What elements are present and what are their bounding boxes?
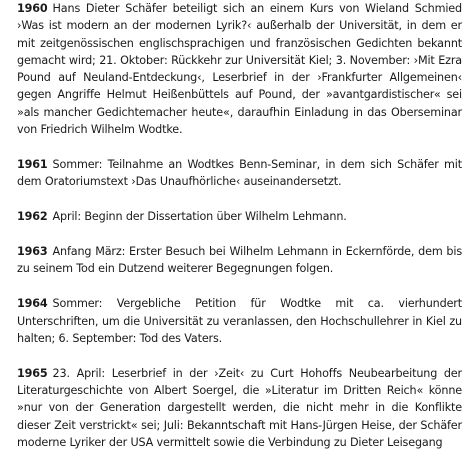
year-label: 1962	[17, 210, 48, 224]
chronology-entry-1962	[17, 208, 462, 225]
chronology-entry-1960	[17, 0, 462, 138]
chronology-page	[17, 0, 462, 469]
year-label: 1960	[17, 2, 48, 15]
entry-text: Sommer: Vergebliche Petition für Wodtke mit ca. vierhundert Unterschriften, um die Universität zu veranlassen, den Hochschullehrer in Kiel zu halten; 6. September: Tod des Vaters.	[17, 297, 462, 345]
chronology-entry-1964	[17, 295, 462, 347]
chronology-entry-1965	[17, 365, 462, 451]
entry-text: 23. April: Leserbrief in der ›Zeit‹ zu Curt Hohoffs Neubearbeitung der Literaturgeschichte von Albert Soergel, die »Literatur im Dritten Reich« könne »nur von der Generation dargestellt werden, die nicht mehr in die Konflikte dieser Zeit verstrickt« sei; Juli: Bekanntschaft mit Hans-Jürgen Heise, der Schäfer moderne Lyriker der USA vermittelt sowie die Verbindung zu Dieter Leisegang	[17, 366, 462, 449]
entry-text: Sommer: Teilnahme an Wodtkes Benn-Seminar, in dem sich Schäfer mit dem Oratoriumstext ›Das Unaufhörliche‹ auseinandersetzt.	[17, 157, 462, 189]
year-label: 1965	[17, 366, 48, 380]
chronology-entry-1961	[17, 156, 462, 191]
entry-text: Hans Dieter Schäfer beteiligt sich an einem Kurs von Wieland Schmied ›Was ist modern an der modernen Lyrik?‹ außerhalb der Universität, in dem er mit zeitgenössischen englischsprachigen und französischen Gedichten bekannt gemacht wird; 21. Oktober: Rückkehr zur Universität Kiel; 3. November: ›Mit Ezra Pound auf Neuland-Entdeckung‹, Leserbrief in der ›Frankfurter Allgemeinen‹ gegen Angriffe Helmut Heißenbüttels auf Pound, der »avantgardistischer« sei »als mancher Gedichtemacher heute«, daraufhin Einladung in das Oberseminar von Friedrich Wilhelm Wodtke.	[17, 2, 462, 137]
entry-text: April: Beginn der Dissertation über Wilhelm Lehmann.	[52, 210, 347, 224]
year-label: 1961	[17, 157, 48, 171]
year-label: 1963	[17, 245, 48, 259]
chronology-entry-1963	[17, 243, 462, 278]
year-label: 1964	[17, 297, 48, 311]
entry-text: Anfang März: Erster Besuch bei Wilhelm Lehmann in Eckernförde, dem bis zu seinem Tod ein Dutzend weiterer Begegnungen folgen.	[17, 245, 462, 276]
